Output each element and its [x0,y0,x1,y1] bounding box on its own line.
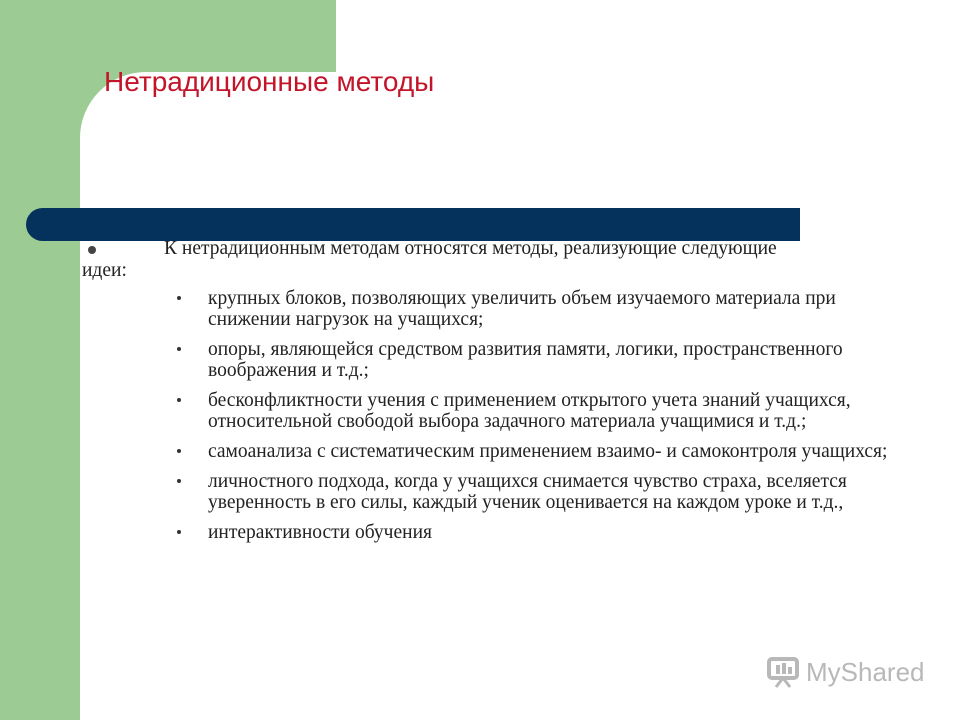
list-item [175,441,915,462]
list-item-text: крупных блоков, позволяющих увеличить объем изучаемого материала при снижении нагрузок на учащихся; [208,288,836,330]
list-item [175,288,915,330]
intro-text: К нетрадиционным методам относятся методы, реализующие следующие идеи: [82,238,777,281]
bullet-icon [177,347,181,351]
watermark-text: MyShared [806,656,925,687]
bullet-icon [177,530,181,534]
bullet-icon [177,479,181,483]
slide-title: Нетрадиционные методы [104,66,435,97]
list-item-text: опоры, являющейся средством развития памяти, логики, пространственного воображения и т.д.; [208,339,843,381]
list-item [175,390,915,432]
bullet-icon [177,296,181,300]
list-item-text: интерактивности обучения [208,522,432,543]
list-item [175,522,915,543]
list-item [175,471,915,513]
list-item-text: самоанализа с систематическим применением взаимо- и самоконтроля учащихся; [208,441,888,462]
title-divider-bar [26,208,800,241]
watermark-logo [766,656,925,688]
intro-bullet-icon [88,246,96,254]
bullet-icon [177,398,181,402]
intro-paragraph [82,238,822,282]
list-item [175,339,915,381]
presentation-board-icon [766,656,800,688]
ideas-list [175,288,915,552]
bullet-icon [177,449,181,453]
list-item-text: бесконфликтности учения с применением открытого учета знаний учащихся, относительной свободой выбора задачного материала учащимися и т.д.; [208,390,851,432]
list-item-text: личностного подхода, когда у учащихся снимается чувство страха, вселяется уверенность в его силы, каждый ученик оценивается на каждом уроке и т.д., [208,471,847,513]
